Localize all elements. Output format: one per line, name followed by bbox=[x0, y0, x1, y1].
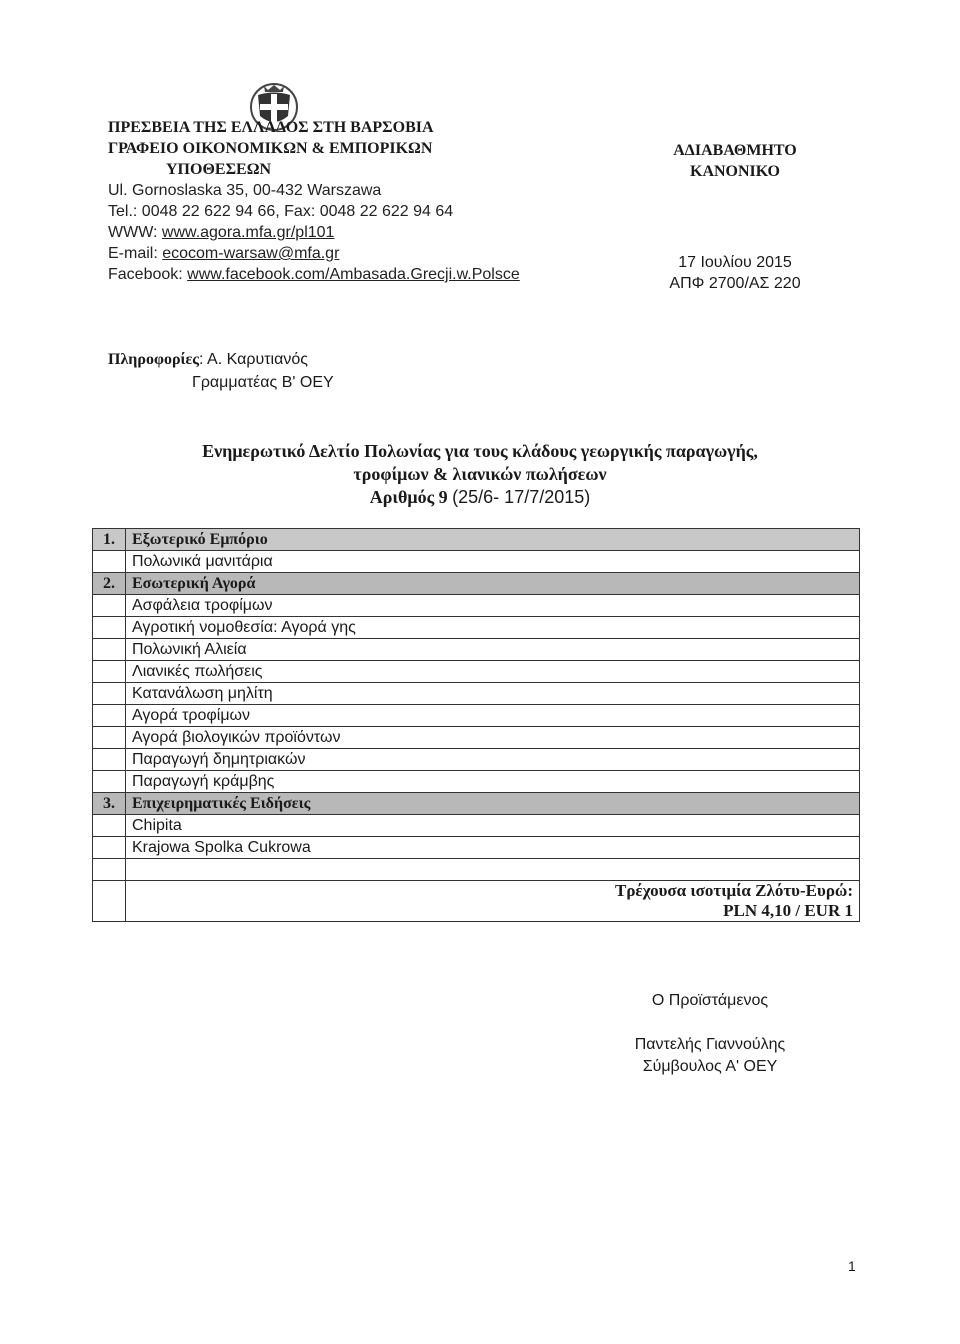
page-number: 1 bbox=[848, 1258, 856, 1274]
website-row bbox=[108, 222, 628, 243]
table-row bbox=[93, 837, 860, 859]
list-item: Krajowa Spolka Cukrowa bbox=[126, 837, 860, 859]
list-item: Chipita bbox=[126, 815, 860, 837]
list-item: Αγορά τροφίμων bbox=[126, 705, 860, 727]
list-item: Παραγωγή δημητριακών bbox=[126, 749, 860, 771]
table-row bbox=[93, 749, 860, 771]
address: Ul. Gornoslaska 35, 00-432 Warszawa bbox=[108, 182, 382, 199]
bulletin-period: (25/6- 17/7/2015) bbox=[452, 487, 591, 507]
email-link[interactable]: ecocom-warsaw@mfa.gr bbox=[162, 245, 340, 262]
list-item: Πολωνικά μανιτάρια bbox=[126, 551, 860, 573]
embassy-header bbox=[108, 117, 628, 285]
table-row bbox=[93, 595, 860, 617]
org-line-2: ΓΡΑΦΕΙΟ ΟΙΚΟΝΟΜΙΚΩΝ & ΕΜΠΟΡΙΚΩΝ bbox=[108, 140, 433, 157]
section-row bbox=[93, 573, 860, 595]
table-row bbox=[93, 705, 860, 727]
website-label: WWW: bbox=[108, 224, 162, 241]
table-row bbox=[93, 683, 860, 705]
facebook-label: Facebook: bbox=[108, 266, 188, 283]
section-number: 2. bbox=[93, 573, 126, 595]
signer-role: Σύμβουλος Α' ΟΕΥ bbox=[642, 1058, 778, 1075]
signature-block bbox=[560, 990, 860, 1078]
email-row bbox=[108, 243, 628, 264]
classification-block bbox=[600, 140, 870, 294]
list-item: Ασφάλεια τροφίμων bbox=[126, 595, 860, 617]
signer-name: Παντελής Γιαννούλης bbox=[634, 1036, 786, 1053]
list-item: Παραγωγή κράμβης bbox=[126, 771, 860, 793]
exchange-rate-row bbox=[93, 881, 860, 922]
exchange-rate-label: Τρέχουσα ισοτιμία Ζλότυ-Ευρώ: bbox=[615, 881, 853, 900]
bulletin-title-line-1: Ενημερωτικό Δελτίο Πολωνίας για τους κλάδους γεωργικής παραγωγής, bbox=[202, 441, 758, 461]
list-item: Αγροτική νομοθεσία: Αγορά γης bbox=[126, 617, 860, 639]
facebook-link[interactable]: www.facebook.com/Ambasada.Grecji.w.Polsce bbox=[187, 266, 520, 283]
table-row bbox=[93, 771, 860, 793]
email-label: E-mail: bbox=[108, 245, 163, 262]
section-number: 3. bbox=[93, 793, 126, 815]
org-line-3: ΥΠΟΘΕΣΕΩΝ bbox=[166, 161, 272, 178]
exchange-rate-value: PLN 4,10 / EUR 1 bbox=[723, 901, 853, 920]
org-line-1: ΠΡΕΣΒΕΙΑ ΤΗΣ ΕΛΛΑΔΟΣ ΣΤΗ ΒΑΡΣΟΒΙΑ bbox=[108, 119, 434, 136]
website-link[interactable]: www.agora.mfa.gr/pl101 bbox=[161, 224, 335, 241]
facebook-row bbox=[108, 264, 628, 285]
table-row bbox=[93, 617, 860, 639]
classification-line-2: ΚΑΝΟΝΙΚΟ bbox=[690, 163, 780, 180]
section-row bbox=[93, 793, 860, 815]
telephone-fax: Tel.: 0048 22 622 94 66, Fax: 0048 22 622 94 64 bbox=[108, 203, 454, 220]
list-item: Κατανάλωση μηλίτη bbox=[126, 683, 860, 705]
section-number: 1. bbox=[93, 529, 126, 551]
bulletin-number: Αριθμός 9 bbox=[369, 487, 453, 507]
list-item: Λιανικές πωλήσεις bbox=[126, 661, 860, 683]
info-name: : Α. Καρυτιανός bbox=[199, 351, 308, 368]
contents-table bbox=[92, 528, 860, 922]
table-row bbox=[93, 727, 860, 749]
section-row bbox=[93, 529, 860, 551]
table-row bbox=[93, 859, 860, 881]
reference-number: ΑΠΦ 2700/ΑΣ 220 bbox=[669, 275, 801, 292]
bulletin-title-line-2: τροφίμων & λιανικών πωλήσεων bbox=[353, 464, 607, 484]
classification-line-1: ΑΔΙΑΒΑΘΜΗΤΟ bbox=[673, 142, 797, 159]
document-date: 17 Ιουλίου 2015 bbox=[678, 254, 792, 271]
section-title: Εξωτερικό Εμπόριο bbox=[126, 529, 860, 551]
section-title: Εσωτερική Αγορά bbox=[126, 573, 860, 595]
bulletin-title bbox=[90, 440, 870, 509]
table-row bbox=[93, 815, 860, 837]
signer-title: Ο Προϊστάμενος bbox=[651, 992, 769, 1009]
exchange-rate bbox=[132, 881, 853, 921]
contact-info bbox=[108, 348, 334, 394]
section-title: Επιχειρηματικές Ειδήσεις bbox=[126, 793, 860, 815]
info-role: Γραμματέας Β' ΟΕΥ bbox=[192, 374, 334, 391]
list-item: Αγορά βιολογικών προϊόντων bbox=[126, 727, 860, 749]
table-row bbox=[93, 551, 860, 573]
table-row bbox=[93, 639, 860, 661]
info-label: Πληροφορίες bbox=[108, 351, 200, 368]
list-item: Πολωνική Αλιεία bbox=[126, 639, 860, 661]
table-row bbox=[93, 661, 860, 683]
